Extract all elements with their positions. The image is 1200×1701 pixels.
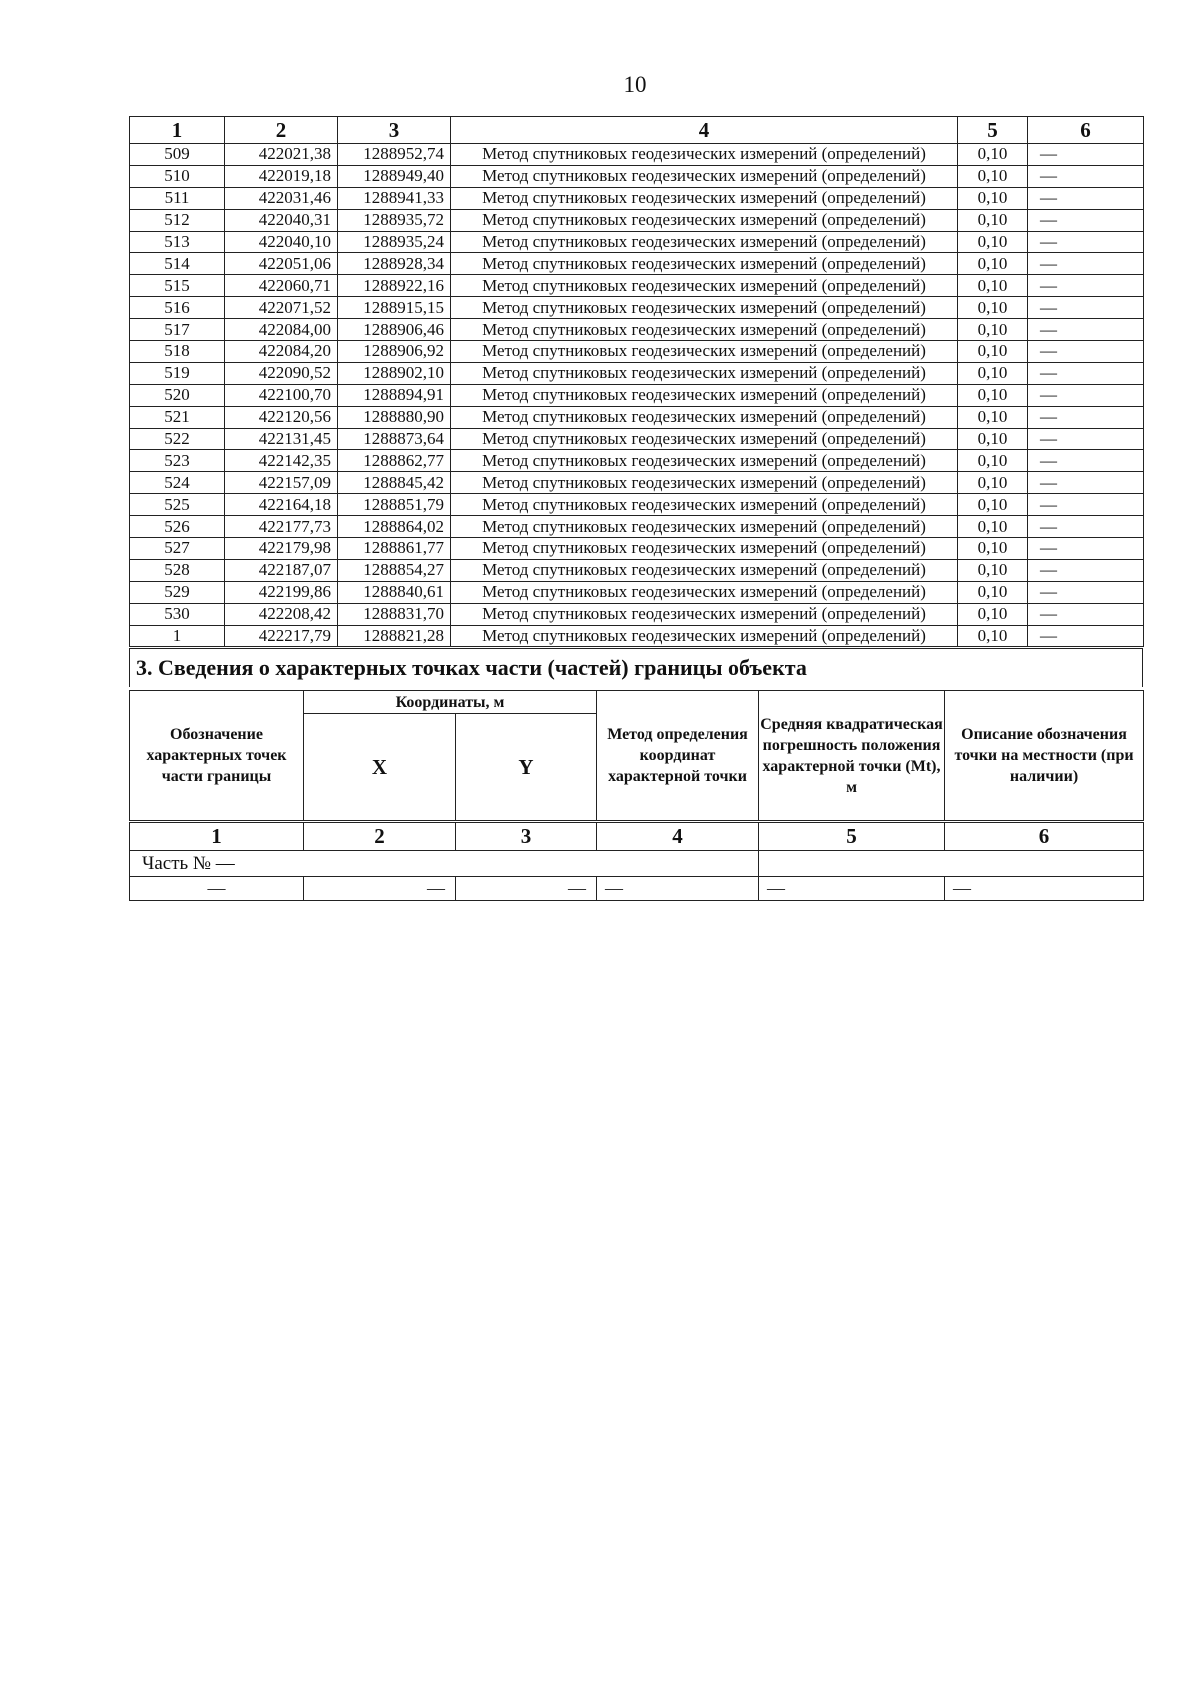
page-number: 10	[623, 72, 647, 97]
method: Метод спутниковых геодезических измерений (определений)	[451, 428, 958, 450]
accuracy: 0,10	[958, 603, 1028, 625]
accuracy: 0,10	[958, 275, 1028, 297]
table-row	[130, 319, 1144, 341]
point-description: —	[1028, 341, 1144, 363]
point-description: —	[1028, 253, 1144, 275]
x-coordinate: 422040,10	[225, 231, 338, 253]
point-number: 525	[130, 494, 225, 516]
point-number: 527	[130, 538, 225, 560]
point-number: 1	[130, 625, 225, 647]
column-header: 4	[451, 117, 958, 144]
accuracy: 0,10	[958, 362, 1028, 384]
x-coordinate: 422177,73	[225, 516, 338, 538]
column-number: 5	[759, 822, 945, 851]
method: Метод спутниковых геодезических измерений (определений)	[451, 516, 958, 538]
table-row	[130, 275, 1144, 297]
column-header: 6	[1028, 117, 1144, 144]
x-coordinate: 422217,79	[225, 625, 338, 647]
accuracy: 0,10	[958, 538, 1028, 560]
x-coordinate: 422084,20	[225, 341, 338, 363]
x-coordinate: 422157,09	[225, 472, 338, 494]
point-description: —	[1028, 516, 1144, 538]
table-row	[130, 362, 1144, 384]
point-description: —	[1028, 538, 1144, 560]
point-number: 516	[130, 297, 225, 319]
x-coordinate: 422090,52	[225, 362, 338, 384]
y-coordinate: 1288915,15	[338, 297, 451, 319]
point-description: —	[1028, 494, 1144, 516]
empty-value: —	[456, 877, 597, 901]
point-description: —	[1028, 209, 1144, 231]
empty-value: —	[597, 877, 759, 901]
column-header: 2	[225, 117, 338, 144]
x-coordinate: 422051,06	[225, 253, 338, 275]
point-description: —	[1028, 231, 1144, 253]
method: Метод спутниковых геодезических измерений (определений)	[451, 253, 958, 275]
accuracy: 0,10	[958, 319, 1028, 341]
accuracy: 0,10	[958, 406, 1028, 428]
section3-title-table	[129, 648, 1143, 687]
table-row	[130, 494, 1144, 516]
point-description: —	[1028, 603, 1144, 625]
x-coordinate: 422031,46	[225, 187, 338, 209]
y-coordinate: 1288935,24	[338, 231, 451, 253]
accuracy: 0,10	[958, 581, 1028, 603]
point-description: —	[1028, 165, 1144, 187]
x-coordinate: 422021,38	[225, 144, 338, 166]
y-coordinate: 1288854,27	[338, 559, 451, 581]
y-coordinate: 1288949,40	[338, 165, 451, 187]
method: Метод спутниковых геодезических измерений (определений)	[451, 362, 958, 384]
accuracy: 0,10	[958, 494, 1028, 516]
point-description: —	[1028, 559, 1144, 581]
x-coordinate: 422164,18	[225, 494, 338, 516]
point-description: —	[1028, 625, 1144, 647]
table-row	[130, 187, 1144, 209]
method: Метод спутниковых геодезических измерений (определений)	[451, 538, 958, 560]
y-coordinate: 1288894,91	[338, 384, 451, 406]
x-coordinate: 422208,42	[225, 603, 338, 625]
x-coordinate: 422060,71	[225, 275, 338, 297]
column-header: 5	[958, 117, 1028, 144]
accuracy: 0,10	[958, 428, 1028, 450]
point-number: 520	[130, 384, 225, 406]
point-number: 518	[130, 341, 225, 363]
method: Метод спутниковых геодезических измерений (определений)	[451, 450, 958, 472]
table-header-row	[130, 117, 1144, 144]
accuracy: 0,10	[958, 231, 1028, 253]
y-coordinate: 1288952,74	[338, 144, 451, 166]
y-coordinate: 1288864,02	[338, 516, 451, 538]
x-coordinate: 422199,86	[225, 581, 338, 603]
table-row	[130, 516, 1144, 538]
y-coordinate: 1288861,77	[338, 538, 451, 560]
table-row	[130, 165, 1144, 187]
y-coordinate: 1288906,46	[338, 319, 451, 341]
x-coordinate: 422019,18	[225, 165, 338, 187]
y-coordinate: 1288873,64	[338, 428, 451, 450]
table-row	[130, 341, 1144, 363]
x-coordinate: 422142,35	[225, 450, 338, 472]
y-coordinate: 1288906,92	[338, 341, 451, 363]
accuracy: 0,10	[958, 341, 1028, 363]
point-number: 514	[130, 253, 225, 275]
table-row	[130, 406, 1144, 428]
header-description: Описание обозначения точки на местности (при наличии)	[945, 691, 1144, 822]
point-description: —	[1028, 581, 1144, 603]
table-row	[130, 472, 1144, 494]
table-row	[130, 231, 1144, 253]
method: Метод спутниковых геодезических измерений (определений)	[451, 559, 958, 581]
header-designation: Обозначение характерных точек части границы	[130, 691, 304, 822]
point-number: 509	[130, 144, 225, 166]
table-row	[130, 625, 1144, 647]
y-coordinate: 1288880,90	[338, 406, 451, 428]
point-description: —	[1028, 297, 1144, 319]
accuracy: 0,10	[958, 472, 1028, 494]
y-coordinate: 1288922,16	[338, 275, 451, 297]
point-number: 517	[130, 319, 225, 341]
method: Метод спутниковых геодезических измерений (определений)	[451, 581, 958, 603]
accuracy: 0,10	[958, 450, 1028, 472]
point-number: 519	[130, 362, 225, 384]
header-accuracy: Средняя квадратическая погрешность положения характерной точки (Mt), м	[759, 691, 945, 822]
method: Метод спутниковых геодезических измерений (определений)	[451, 472, 958, 494]
column-number: 2	[304, 822, 456, 851]
point-description: —	[1028, 275, 1144, 297]
column-header: 3	[338, 117, 451, 144]
accuracy: 0,10	[958, 625, 1028, 647]
y-coordinate: 1288851,79	[338, 494, 451, 516]
table-row	[130, 603, 1144, 625]
empty-value: —	[759, 877, 945, 901]
point-description: —	[1028, 362, 1144, 384]
point-number: 529	[130, 581, 225, 603]
table-row	[130, 253, 1144, 275]
point-number: 512	[130, 209, 225, 231]
part-label: Часть № —	[130, 851, 759, 877]
empty-value: —	[130, 877, 304, 901]
method: Метод спутниковых геодезических измерений (определений)	[451, 603, 958, 625]
column-number: 4	[597, 822, 759, 851]
point-number: 510	[130, 165, 225, 187]
header-method: Метод определения координат характерной точки	[597, 691, 759, 822]
point-description: —	[1028, 144, 1144, 166]
point-number: 511	[130, 187, 225, 209]
point-number: 530	[130, 603, 225, 625]
accuracy: 0,10	[958, 559, 1028, 581]
method: Метод спутниковых геодезических измерений (определений)	[451, 275, 958, 297]
x-coordinate: 422040,31	[225, 209, 338, 231]
y-coordinate: 1288862,77	[338, 450, 451, 472]
boundary-points-table	[129, 116, 1144, 647]
accuracy: 0,10	[958, 165, 1028, 187]
table-row	[130, 877, 1144, 901]
table-row	[130, 428, 1144, 450]
accuracy: 0,10	[958, 516, 1028, 538]
column-number: 1	[130, 822, 304, 851]
empty-value: —	[304, 877, 456, 901]
point-description: —	[1028, 450, 1144, 472]
accuracy: 0,10	[958, 384, 1028, 406]
header-y: Y	[456, 714, 597, 822]
method: Метод спутниковых геодезических измерений (определений)	[451, 494, 958, 516]
column-number: 3	[456, 822, 597, 851]
method: Метод спутниковых геодезических измерений (определений)	[451, 319, 958, 341]
table-row	[130, 297, 1144, 319]
method: Метод спутниковых геодезических измерений (определений)	[451, 406, 958, 428]
method: Метод спутниковых геодезических измерений (определений)	[451, 625, 958, 647]
x-coordinate: 422187,07	[225, 559, 338, 581]
method: Метод спутниковых геодезических измерений (определений)	[451, 384, 958, 406]
part-row	[130, 851, 1144, 877]
x-coordinate: 422120,56	[225, 406, 338, 428]
point-number: 515	[130, 275, 225, 297]
method: Метод спутниковых геодезических измерений (определений)	[451, 187, 958, 209]
x-coordinate: 422179,98	[225, 538, 338, 560]
y-coordinate: 1288840,61	[338, 581, 451, 603]
method: Метод спутниковых геодезических измерений (определений)	[451, 341, 958, 363]
point-description: —	[1028, 319, 1144, 341]
x-coordinate: 422131,45	[225, 428, 338, 450]
method: Метод спутниковых геодезических измерений (определений)	[451, 231, 958, 253]
accuracy: 0,10	[958, 297, 1028, 319]
y-coordinate: 1288902,10	[338, 362, 451, 384]
point-number: 513	[130, 231, 225, 253]
point-description: —	[1028, 406, 1144, 428]
method: Метод спутниковых геодезических измерений (определений)	[451, 297, 958, 319]
table-row	[130, 538, 1144, 560]
column-number-row	[130, 822, 1144, 851]
accuracy: 0,10	[958, 209, 1028, 231]
accuracy: 0,10	[958, 187, 1028, 209]
method: Метод спутниковых геодезических измерений (определений)	[451, 144, 958, 166]
point-number: 522	[130, 428, 225, 450]
y-coordinate: 1288941,33	[338, 187, 451, 209]
part-empty-cell	[759, 851, 1144, 877]
table-row	[130, 559, 1144, 581]
y-coordinate: 1288821,28	[338, 625, 451, 647]
table-row	[130, 144, 1144, 166]
point-description: —	[1028, 384, 1144, 406]
point-description: —	[1028, 187, 1144, 209]
x-coordinate: 422071,52	[225, 297, 338, 319]
empty-value: —	[945, 877, 1144, 901]
column-number: 6	[945, 822, 1144, 851]
point-number: 524	[130, 472, 225, 494]
point-number: 526	[130, 516, 225, 538]
accuracy: 0,10	[958, 253, 1028, 275]
y-coordinate: 1288928,34	[338, 253, 451, 275]
header-coordinates: Координаты, м	[304, 691, 597, 714]
table-row	[130, 209, 1144, 231]
table-row	[130, 384, 1144, 406]
x-coordinate: 422100,70	[225, 384, 338, 406]
point-description: —	[1028, 472, 1144, 494]
table-row	[130, 450, 1144, 472]
y-coordinate: 1288831,70	[338, 603, 451, 625]
boundary-points-body	[130, 144, 1144, 647]
point-number: 528	[130, 559, 225, 581]
accuracy: 0,10	[958, 144, 1028, 166]
point-number: 523	[130, 450, 225, 472]
header-x: X	[304, 714, 456, 822]
point-description: —	[1028, 428, 1144, 450]
y-coordinate: 1288935,72	[338, 209, 451, 231]
column-header: 1	[130, 117, 225, 144]
method: Метод спутниковых геодезических измерений (определений)	[451, 165, 958, 187]
table-row	[130, 581, 1144, 603]
y-coordinate: 1288845,42	[338, 472, 451, 494]
method: Метод спутниковых геодезических измерений (определений)	[451, 209, 958, 231]
x-coordinate: 422084,00	[225, 319, 338, 341]
point-number: 521	[130, 406, 225, 428]
part-points-table	[129, 690, 1144, 901]
section-title: 3. Сведения о характерных точках части (частей) границы объекта	[130, 649, 1143, 688]
